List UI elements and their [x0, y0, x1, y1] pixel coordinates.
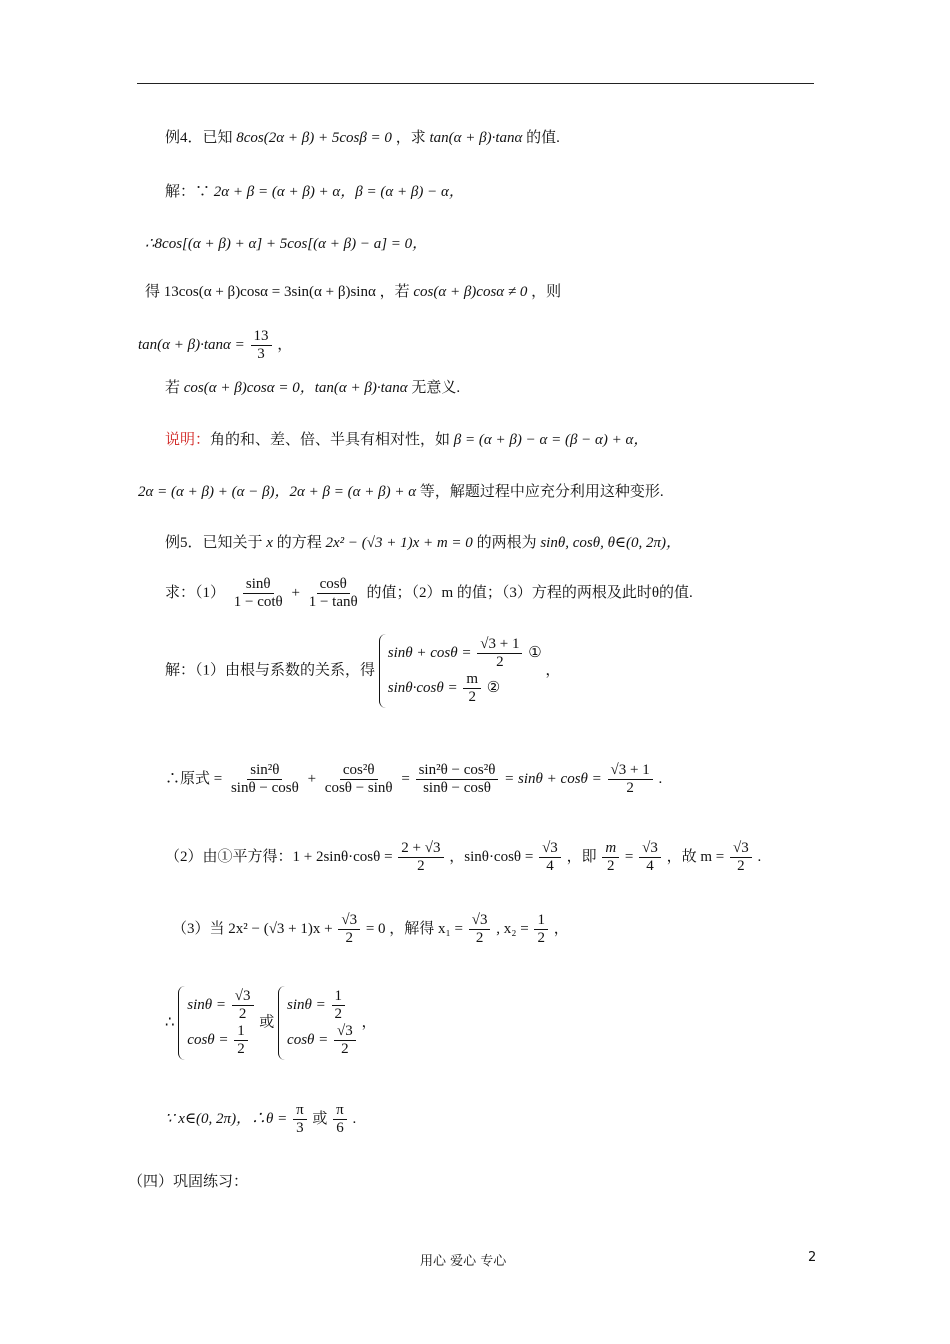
case-system-1 [178, 986, 255, 1060]
example-5-questions [165, 576, 693, 611]
vieta-product-row [388, 671, 542, 706]
part-3-text: = 0 ，解得 x₁ = [365, 920, 463, 937]
example-5-text-2: 的两根为 [476, 535, 537, 551]
p2-fraction-1 [398, 840, 443, 875]
fraction-denominator: sinθ − cosθ [423, 780, 491, 796]
punctuation: ， [361, 1014, 377, 1031]
fraction-numerator: √3 [539, 840, 561, 858]
therefore-symbol: ∴ [165, 1014, 175, 1031]
p2-fraction-3 [602, 840, 619, 875]
example-4-label: 例4．已知 [165, 130, 233, 146]
fraction-denominator: 1 − cotθ [233, 594, 283, 610]
page-number: 2 [808, 1250, 817, 1265]
note-equation-2: 2α = (α + β) + (α − β)，2α + β = (α + β) + α [138, 484, 417, 500]
orig-simplified: = sinθ + cosθ = [504, 770, 602, 787]
fraction-denominator: 3 [257, 346, 265, 362]
example-5-equation: 2x² − (√3 + 1)x + m = 0 [325, 535, 473, 551]
footer-text: 用心 爱心 专心 [420, 1254, 507, 1269]
part-2-text-3: ，故 m = [666, 848, 725, 865]
questions-text: 的值；（2）m 的值；（3）方程的两根及此时θ的值. [366, 584, 693, 601]
part-2-text: ，sinθ·cosθ = [449, 848, 534, 865]
case-1-sin-fraction [232, 988, 254, 1023]
case-1-cos-fraction [234, 1023, 248, 1058]
punctuation: ， [277, 336, 293, 353]
fraction-denominator: 4 [546, 858, 554, 874]
header-rule [137, 83, 814, 84]
question-fraction-1 [231, 576, 286, 611]
p2-fraction-4 [639, 840, 661, 875]
solution-4-then: ，则 [531, 284, 562, 300]
fraction-numerator: sinθ [243, 576, 274, 594]
question-fraction-2 [306, 576, 361, 611]
orig-fraction-2 [322, 762, 396, 797]
fraction-denominator: 2 [237, 1041, 245, 1057]
fraction-denominator: 6 [336, 1120, 344, 1136]
fraction-denominator: cosθ − sinθ [324, 780, 393, 796]
p3-fraction-3 [534, 912, 548, 947]
fraction-numerator: 13 [251, 328, 272, 346]
solution-5-cases [165, 986, 377, 1060]
vieta-sum-row [388, 636, 542, 671]
solution-4-line-4 [138, 328, 292, 363]
fraction-numerator: √3 [639, 840, 661, 858]
case-1-cos-row [187, 1023, 255, 1058]
fraction-numerator: √3 [232, 988, 254, 1006]
orig-fraction-4 [608, 762, 653, 797]
solution-4-if-zero: 若 [165, 380, 181, 396]
fraction-denominator: 2 [238, 1006, 247, 1022]
solution-5-part-3 [172, 912, 569, 947]
fraction-denominator: 2 [341, 1041, 349, 1057]
final-fraction-1 [293, 1102, 307, 1137]
example-4-condition: 8cos(2α + β) + 5cosβ = 0 [236, 130, 392, 146]
fraction-numerator: π [333, 1102, 347, 1120]
fraction-numerator: √3 [469, 912, 491, 930]
case-2-sin-fraction [332, 988, 346, 1023]
example-4-suffix: 的值. [526, 130, 560, 146]
solution-4-zero-case: cos(α + β)cosα = 0，tan(α + β)·tanα [183, 380, 408, 396]
equation-tag-2: ② [486, 679, 501, 696]
fraction-denominator: 4 [646, 858, 654, 874]
punctuation: ， [553, 920, 569, 937]
part-2-lead: （2）由①平方得：1 + 2sinθ·cosθ = [165, 848, 393, 865]
or-word: 或 [259, 1014, 275, 1031]
section-heading: （四）巩固练习： [128, 1174, 249, 1190]
fraction-denominator: 2 [737, 858, 745, 874]
case-1-sin-lhs: sinθ = [187, 996, 227, 1013]
fraction-numerator: 1 [534, 912, 548, 930]
equation-tag-1: ① [528, 644, 542, 661]
solution-4-result-lhs: tan(α + β)·tanα = [138, 336, 245, 353]
vieta-sum-fraction [477, 636, 522, 671]
fraction-numerator: sin²θ [247, 762, 282, 780]
fraction-numerator: 1 [234, 1023, 248, 1041]
original-label: ∴原式 = [165, 770, 223, 787]
or-word: 或 [312, 1110, 328, 1127]
vieta-sum-lhs: sinθ + cosθ = [387, 644, 472, 661]
solution-5-part-1 [165, 634, 560, 708]
fraction-denominator: 2 [607, 858, 615, 874]
fraction-denominator: 1 − tanθ [308, 594, 358, 610]
fraction-numerator: π [293, 1102, 307, 1120]
fraction-denominator: 2 [468, 689, 476, 705]
note-conclusion: 等，解题过程中应充分利用这种变形. [419, 484, 664, 500]
solution-4-line-5 [165, 378, 460, 398]
p2-fraction-2 [539, 840, 561, 875]
case-2-cos-row [287, 1023, 358, 1058]
solution-5-part-2 [165, 840, 761, 875]
fraction-denominator: 2 [417, 858, 425, 874]
fraction-denominator: 2 [496, 654, 504, 670]
solution-4-label: 解：∵ [165, 184, 211, 200]
punctuation: . [658, 770, 663, 787]
fraction-numerator: m [463, 671, 481, 689]
final-lead: ∵ x∈(0, 2π)，∴θ = [165, 1110, 288, 1127]
solution-4-meaningless: 无意义. [411, 380, 461, 396]
case-1-cos-lhs: cosθ = [187, 1031, 229, 1048]
fraction-denominator: 2 [475, 930, 484, 946]
example-4-target: tan(α + β)·tanα [429, 130, 523, 146]
p3-fraction-2 [469, 912, 491, 947]
case-2-cos-lhs: cosθ = [287, 1031, 329, 1048]
solution-4-line-2 [145, 234, 427, 254]
fraction-denominator: 2 [345, 930, 353, 946]
part-3-lead: （3）当 2x² − (√3 + 1)x + [172, 920, 333, 937]
solution-5-intro: 解：（1）由根与系数的关系，得 [165, 662, 376, 679]
orig-fraction-1 [228, 762, 302, 797]
example-5-statement [165, 533, 681, 553]
case-2-sin-lhs: sinθ = [287, 996, 326, 1013]
case-2-cos-fraction [334, 1023, 356, 1058]
solution-4-result-fraction [251, 328, 272, 363]
fraction-numerator: √3 [334, 1023, 356, 1041]
note-equation-1: β = (α + β) − α = (β − α) + α， [453, 432, 649, 448]
vieta-system [379, 634, 542, 708]
vieta-product-fraction [463, 671, 481, 706]
note-text: 角的和、差、倍、半具有相对性，如 [210, 432, 451, 448]
fraction-numerator: 1 [332, 988, 346, 1006]
fraction-denominator: sinθ − cosθ [230, 780, 299, 796]
solution-4-if: ，若 [379, 284, 410, 300]
fraction-numerator: 2 + √3 [398, 840, 443, 858]
fraction-numerator: cos²θ [340, 762, 378, 780]
example-5-roots: sinθ, cosθ, θ∈(0, 2π)， [540, 535, 682, 551]
p2-fraction-5 [730, 840, 752, 875]
fraction-denominator: 2 [626, 780, 634, 796]
solution-4-expanded-equation: ∴8cos[(α + β) + α] + 5cos[(α + β) − a] = 0， [145, 236, 428, 252]
example-5-text: 的方程 [276, 535, 322, 551]
question-1-label: 求：（1） [165, 584, 226, 601]
solution-4-angle-identity: 2α + β = (α + β) + α，β = (α + β) − α， [213, 184, 464, 200]
part-3-text-2: , x₂ = [496, 920, 529, 937]
part-2-text-2: ，即 [566, 848, 597, 865]
case-1-sin-row [187, 988, 255, 1023]
solution-4-nonzero-condition: cos(α + β)cosα ≠ 0 [413, 284, 528, 300]
fraction-numerator: cosθ [317, 576, 350, 594]
fraction-denominator: 2 [537, 930, 545, 946]
solution-5-original-expression: ∴原式 = $\frac{\text{sin²θ}}{\sin\theta - \cos\theta}$ + $\frac{\text{cos²θ}}{\cos\theta - \sin\theta}$ = $\frac{\text{sin²θ − cos²θ}}{\sin\theta - \cos\theta}$ = sinθ + cosθ = $\frac{√3 + 1}{2}$ . [165, 762, 663, 796]
final-fraction-2 [333, 1102, 347, 1137]
fraction-denominator: 2 [334, 1006, 343, 1022]
fraction-numerator: sin²θ − cos²θ [416, 762, 499, 780]
fraction-numerator: √3 [730, 840, 752, 858]
equals-sign: = [624, 848, 634, 865]
solution-4-line-3 [145, 282, 561, 302]
note-label: 说明： [165, 432, 211, 448]
example-5-label: 例5．已知关于 [165, 535, 263, 551]
case-system-2 [278, 986, 358, 1060]
fraction-denominator: 3 [296, 1120, 304, 1136]
solution-5-final [165, 1102, 356, 1137]
fraction-numerator: √3 [338, 912, 360, 930]
punctuation: ， [545, 662, 561, 679]
note-line-2 [138, 482, 664, 502]
solution-4-line-1 [165, 182, 464, 202]
plus-sign: + [291, 584, 300, 601]
punctuation: . [757, 848, 762, 865]
example-4-sep: ，求 [395, 130, 426, 146]
p3-fraction-1 [338, 912, 360, 947]
fraction-numerator: √3 + 1 [477, 636, 522, 654]
fraction-numerator: m [602, 840, 619, 858]
fraction-numerator: √3 + 1 [608, 762, 653, 780]
vieta-product-lhs: sinθ·cosθ = [387, 679, 458, 696]
example-4-statement [165, 128, 560, 148]
case-2-sin-row [287, 988, 358, 1023]
punctuation: . [352, 1110, 357, 1127]
solution-4-derived: 得 13cos(α + β)cosα = 3sin(α + β)sinα [145, 284, 376, 300]
orig-fraction-3 [416, 762, 499, 797]
variable-x: x [266, 535, 273, 551]
note-line-1 [165, 430, 648, 450]
